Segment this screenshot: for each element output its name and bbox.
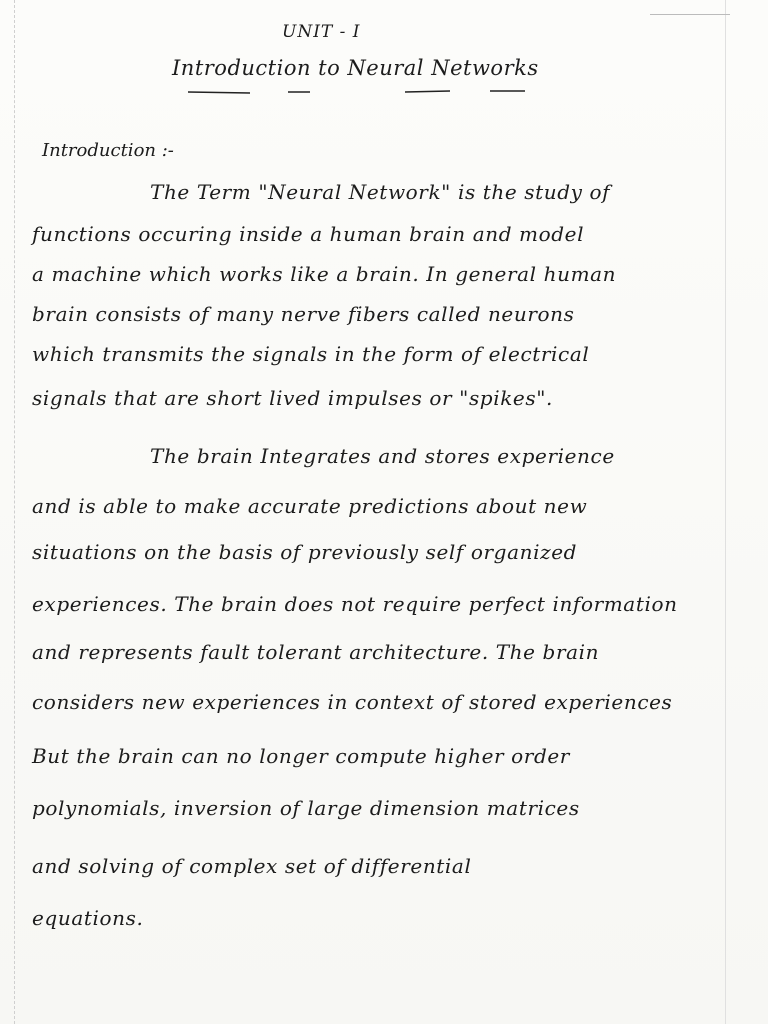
text-line: a machine which works like a brain. In general human	[32, 262, 617, 286]
text-line: polynomials, inversion of large dimension matrices	[32, 796, 580, 820]
text-line: considers new experiences in context of stored experiences	[32, 690, 673, 714]
page-title: Introduction to Neural Networks	[172, 56, 539, 80]
right-margin-line	[725, 0, 726, 1024]
unit-heading: UNIT - I	[282, 22, 361, 42]
text-line: situations on the basis of previously self organized	[32, 540, 578, 564]
text-line: signals that are short lived impulses or "spikes".	[32, 386, 553, 410]
text-line: The brain Integrates and stores experience	[150, 444, 615, 468]
text-line: The Term "Neural Network" is the study of	[150, 180, 611, 204]
text-line: functions occuring inside a human brain and model	[32, 222, 585, 246]
text-line: But the brain can no longer compute higher order	[32, 744, 570, 768]
text-line: which transmits the signals in the form of electrical	[32, 342, 590, 366]
text-line: experiences. The brain does not require perfect information	[32, 592, 678, 616]
margin-line	[14, 0, 15, 1024]
title-underline	[180, 88, 540, 96]
top-rule	[650, 14, 730, 15]
text-line: and solving of complex set of differential	[32, 854, 472, 878]
text-line: brain consists of many nerve fibers called neurons	[32, 302, 575, 326]
text-line: equations.	[32, 906, 144, 930]
text-line: and is able to make accurate predictions about new	[32, 494, 588, 518]
text-line: and represents fault tolerant architecture. The brain	[32, 640, 600, 664]
section-heading: Introduction :-	[42, 140, 174, 161]
